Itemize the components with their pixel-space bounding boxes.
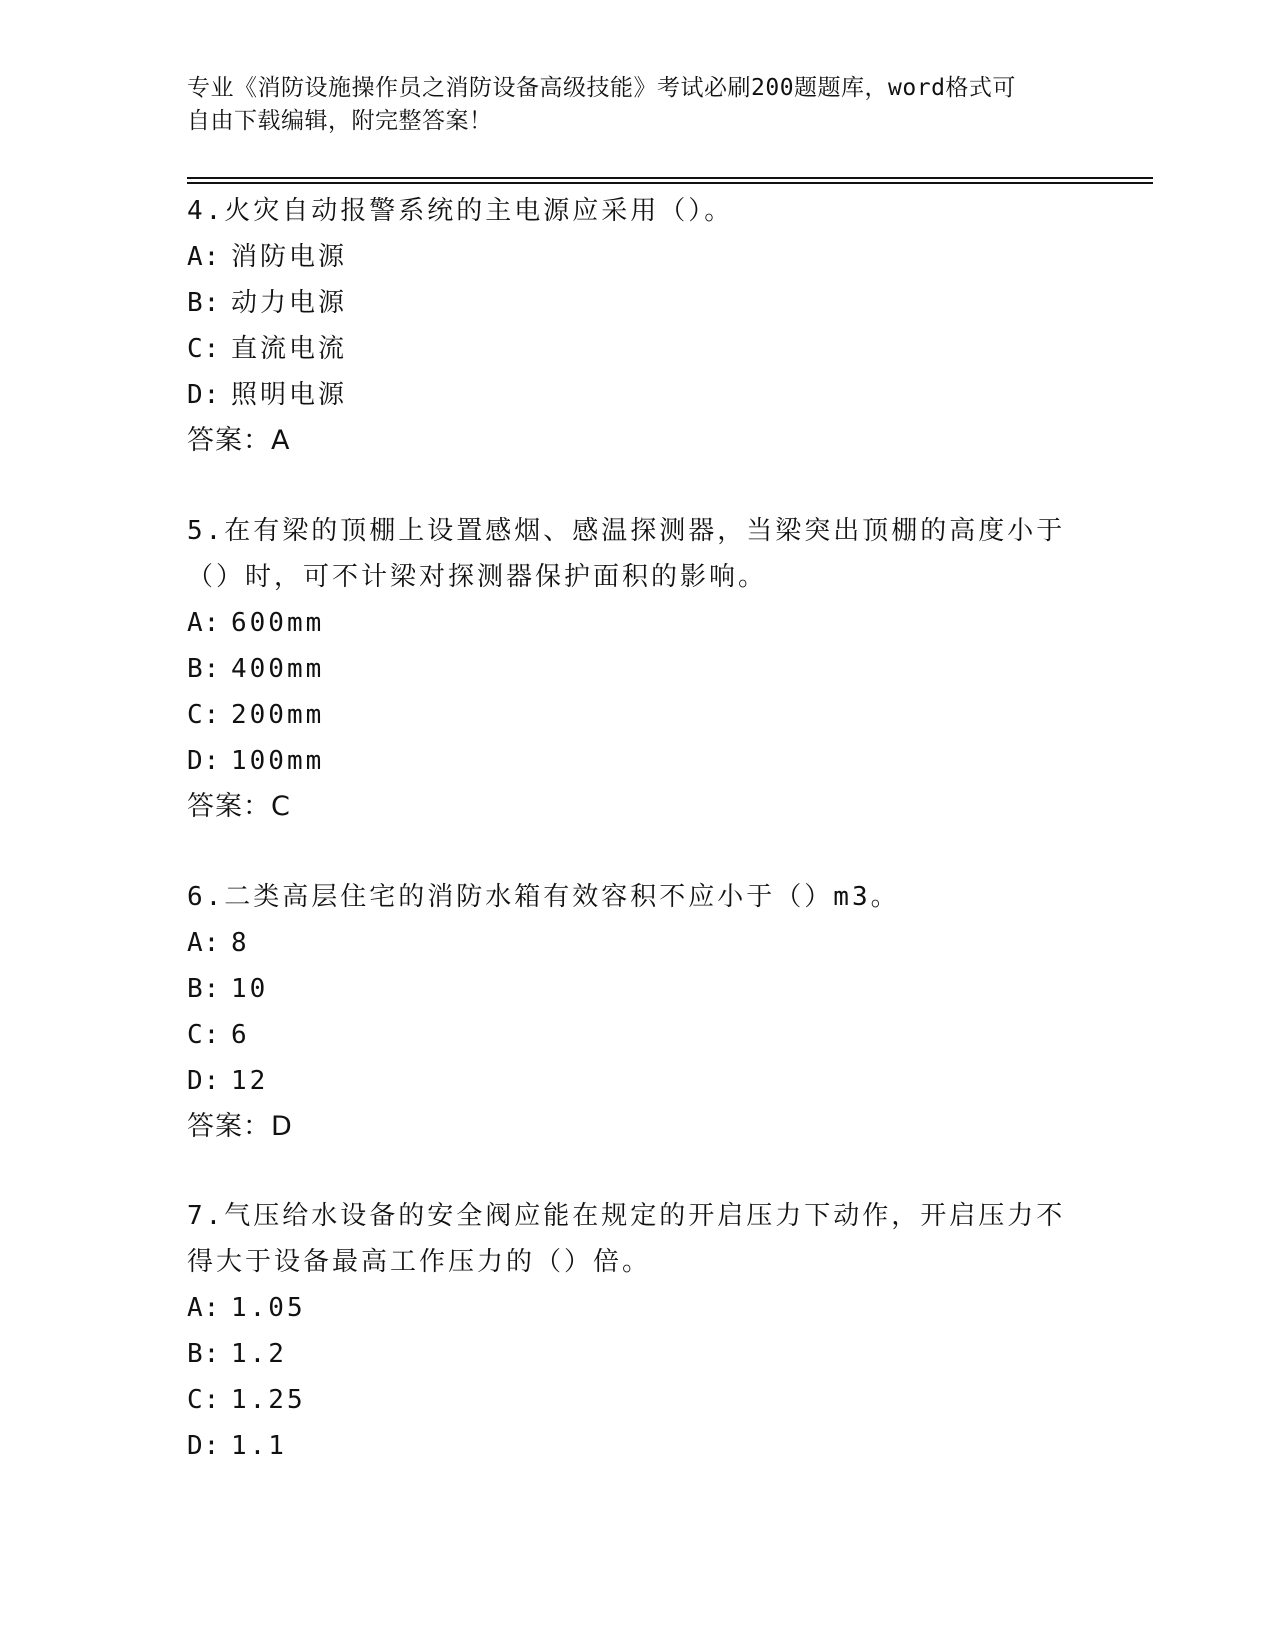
option-c: [187, 326, 1067, 372]
option-text: 100mm: [231, 746, 325, 776]
option-d: [187, 738, 1067, 784]
question-4: [187, 188, 1067, 464]
option-text: 直流电流: [231, 334, 348, 364]
option-a: [187, 600, 1067, 646]
option-d: [187, 1058, 1067, 1104]
option-text: 1.25: [231, 1385, 306, 1415]
option-b: [187, 966, 1067, 1012]
option-letter: A:: [187, 928, 221, 958]
option-text: 1.1: [231, 1431, 287, 1461]
option-d: [187, 372, 1067, 418]
option-letter: B:: [187, 654, 221, 684]
header-line-2: 自由下载编辑，附完整答案！: [187, 108, 493, 134]
option-letter: A:: [187, 608, 221, 638]
option-letter: D:: [187, 380, 221, 410]
question-stem: 5.在有梁的顶棚上设置感烟、感温探测器，当梁突出顶棚的高度小于（）时，可不计梁对探测器保护面积的影响。: [187, 516, 1066, 592]
option-letter: B:: [187, 1339, 221, 1369]
question-stem: 4.火灾自动报警系统的主电源应采用（）。: [187, 196, 734, 226]
option-text: 8: [231, 928, 250, 958]
option-c: [187, 1012, 1067, 1058]
option-text: 照明电源: [231, 380, 348, 410]
option-a: [187, 234, 1067, 280]
option-letter: B:: [187, 288, 221, 318]
option-text: 400mm: [231, 654, 325, 684]
header-line-1: 专业《消防设施操作员之消防设备高级技能》考试必刷200题题库，word格式可: [187, 75, 1016, 101]
option-letter: D:: [187, 746, 221, 776]
option-b: [187, 646, 1067, 692]
question-5: [187, 508, 1067, 830]
option-text: 6: [231, 1020, 250, 1050]
option-letter: C:: [187, 1020, 221, 1050]
option-text: 消防电源: [231, 242, 348, 272]
option-b: [187, 280, 1067, 326]
header-rule-top: [187, 177, 1153, 179]
option-letter: A:: [187, 242, 221, 272]
option-text: 1.05: [231, 1293, 306, 1323]
option-text: 200mm: [231, 700, 325, 730]
option-letter: A:: [187, 1293, 221, 1323]
option-letter: B:: [187, 974, 221, 1004]
option-c: [187, 692, 1067, 738]
option-text: 600mm: [231, 608, 325, 638]
question-7: [187, 1193, 1067, 1469]
option-letter: C:: [187, 334, 221, 364]
option-a: [187, 920, 1067, 966]
option-letter: C:: [187, 1385, 221, 1415]
header-rule-bottom: [187, 182, 1153, 184]
option-text: 1.2: [231, 1339, 287, 1369]
option-b: [187, 1331, 1067, 1377]
answer-line: 答案：D: [187, 1111, 293, 1142]
option-c: [187, 1377, 1067, 1423]
option-text: 动力电源: [231, 288, 348, 318]
option-letter: D:: [187, 1431, 221, 1461]
option-letter: C:: [187, 700, 221, 730]
option-letter: D:: [187, 1066, 221, 1096]
question-6: [187, 874, 1067, 1150]
option-a: [187, 1285, 1067, 1331]
answer-line: 答案：C: [187, 791, 291, 822]
option-text: 12: [231, 1066, 269, 1096]
option-d: [187, 1423, 1067, 1469]
document-header: [187, 72, 1067, 138]
question-stem: 7.气压给水设备的安全阀应能在规定的开启压力下动作，开启压力不得大于设备最高工作压力的（）倍。: [187, 1201, 1066, 1277]
option-text: 10: [231, 974, 269, 1004]
answer-line: 答案：A: [187, 425, 291, 456]
question-stem: 6.二类高层住宅的消防水箱有效容积不应小于（）m3。: [187, 882, 900, 912]
